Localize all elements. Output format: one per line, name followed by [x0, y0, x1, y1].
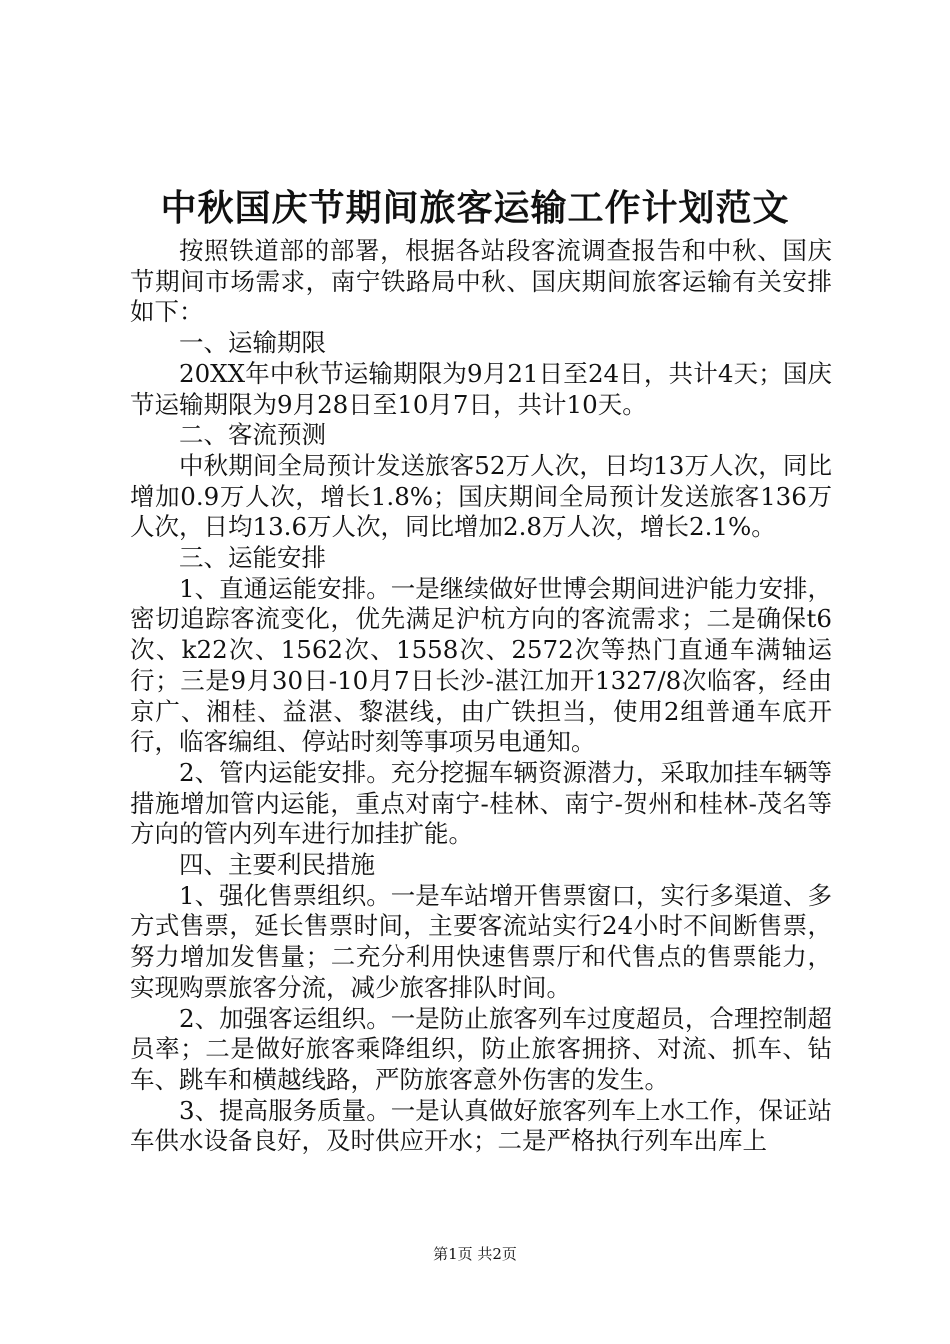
- body-paragraph: 2、加强客运组织。一是防止旅客列车过度超员，合理控制超员率；二是做好旅客乘降组织，防止旅客拥挤、对流、抓车、钻车、跳车和横越线路，严防旅客意外伤害的发生。: [130, 1003, 832, 1094]
- body-paragraph: 20XX年中秋节运输期限为9月21日至24日，共计4天；国庆节运输期限为9月28日至10月7日，共计10天。: [130, 358, 832, 419]
- page-number-footer: 第1页 共2页: [433, 1245, 517, 1263]
- section-heading: 三、运能安排: [179, 543, 326, 573]
- body-paragraph: 3、提高服务质量。一是认真做好旅客列车上水工作，保证站车供水设备良好，及时供应开水；二是严格执行列车出库上: [130, 1095, 832, 1156]
- body-paragraph: 中秋期间全局预计发送旅客52万人次，日均13万人次，同比增加0.9万人次，增长1.8%；国庆期间全局预计发送旅客136万人次，日均13.6万人次，同比增加2.8万人次，增长2.1%。: [130, 450, 832, 542]
- body-paragraph: 1、强化售票组织。一是车站增开售票窗口，实行多渠道、多方式售票，延长售票时间，主要客流站实行24小时不间断售票，努力增加发售量；二充分利用快速售票厅和代售点的售票能力，实现购票旅客分流，减少旅客排队时间。: [130, 880, 832, 1002]
- body-paragraph: 1、直通运能安排。一是继续做好世博会期间进沪能力安排，密切追踪客流变化，优先满足沪杭方向的客流需求；二是确保t6次、k22次、1562次、1558次、2572次等热门直通车满轴运行；三是9月30日-10月7日长沙-湛江加开1327/8次临客，经由京广、湘桂、益湛、黎湛线，由广铁担当，使用2组普通车底开行，临客编组、停站时刻等事项另电通知。: [130, 573, 832, 757]
- section-heading: 四、主要利民措施: [179, 850, 375, 880]
- document-body: [130, 236, 832, 1157]
- section-heading: 一、运输期限: [179, 328, 326, 358]
- body-paragraph: 2、管内运能安排。充分挖掘车辆资源潜力，采取加挂车辆等措施增加管内运能，重点对南宁-桂林、南宁-贺州和桂林-茂名等方向的管内列车进行加挂扩能。: [130, 757, 832, 849]
- section-heading: 二、客流预测: [179, 420, 326, 450]
- intro-paragraph: 按照铁道部的部署，根据各站段客流调查报告和中秋、国庆节期间市场需求，南宁铁路局中秋、国庆期间旅客运输有关安排如下：: [130, 236, 832, 327]
- document-title: 中秋国庆节期间旅客运输工作计划范文: [160, 187, 790, 229]
